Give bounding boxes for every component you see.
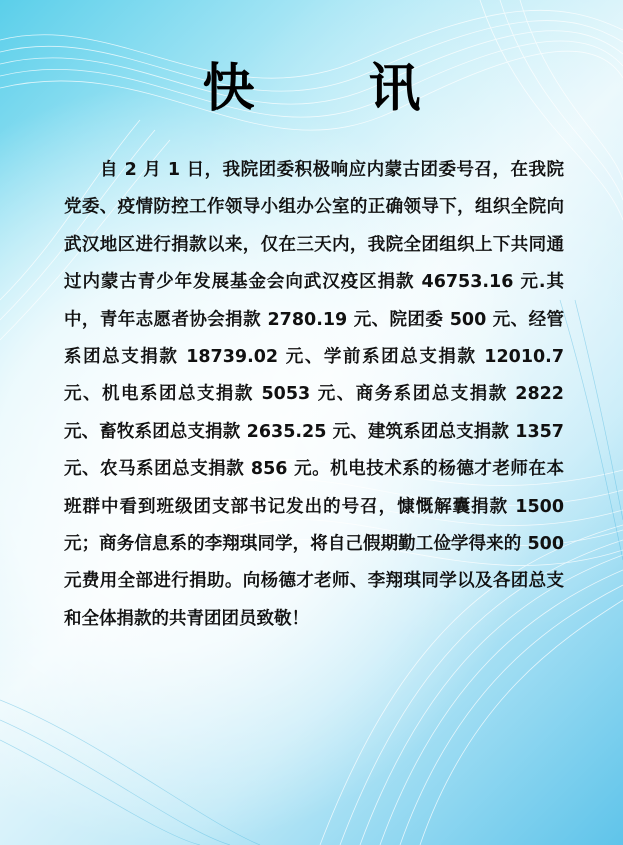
page-title: 快 讯	[202, 59, 469, 119]
article-body: 自 2 月 1 日，我院团委积极响应内蒙古团委号召，在我院党委、疫情防控工作领导小组办公室的正确领导下，组织全院向武汉地区进行捐款以来，仅在三天内，我院全团组织上下共同通过内蒙古青少年发展基金会向武汉疫区捐款 46753.16 元.其中，青年志愿者协会捐款 2780.19 元、院团委 500 元、经管系团总支捐款 18739.02 元、学前系团总支捐款 12010.7 元、机电系团总支捐款 5053 元、商务系团总支捐款 2822 元、畜牧系团总支捐款 2635.25 元、建筑系团总支捐款 1357 元、农马系团总支捐款 856 元。机电技术系的杨德才老师在本班群中看到班级团支部书记发出的号召，慷慨解囊捐款 1500 元；商务信息系的李翔琪同学，将自己假期勤工俭学得来的 500 元费用全部进行捐助。向杨德才老师、李翔琪同学以及各团总支和全体捐款的共青团团员致敬！	[64, 160, 564, 629]
